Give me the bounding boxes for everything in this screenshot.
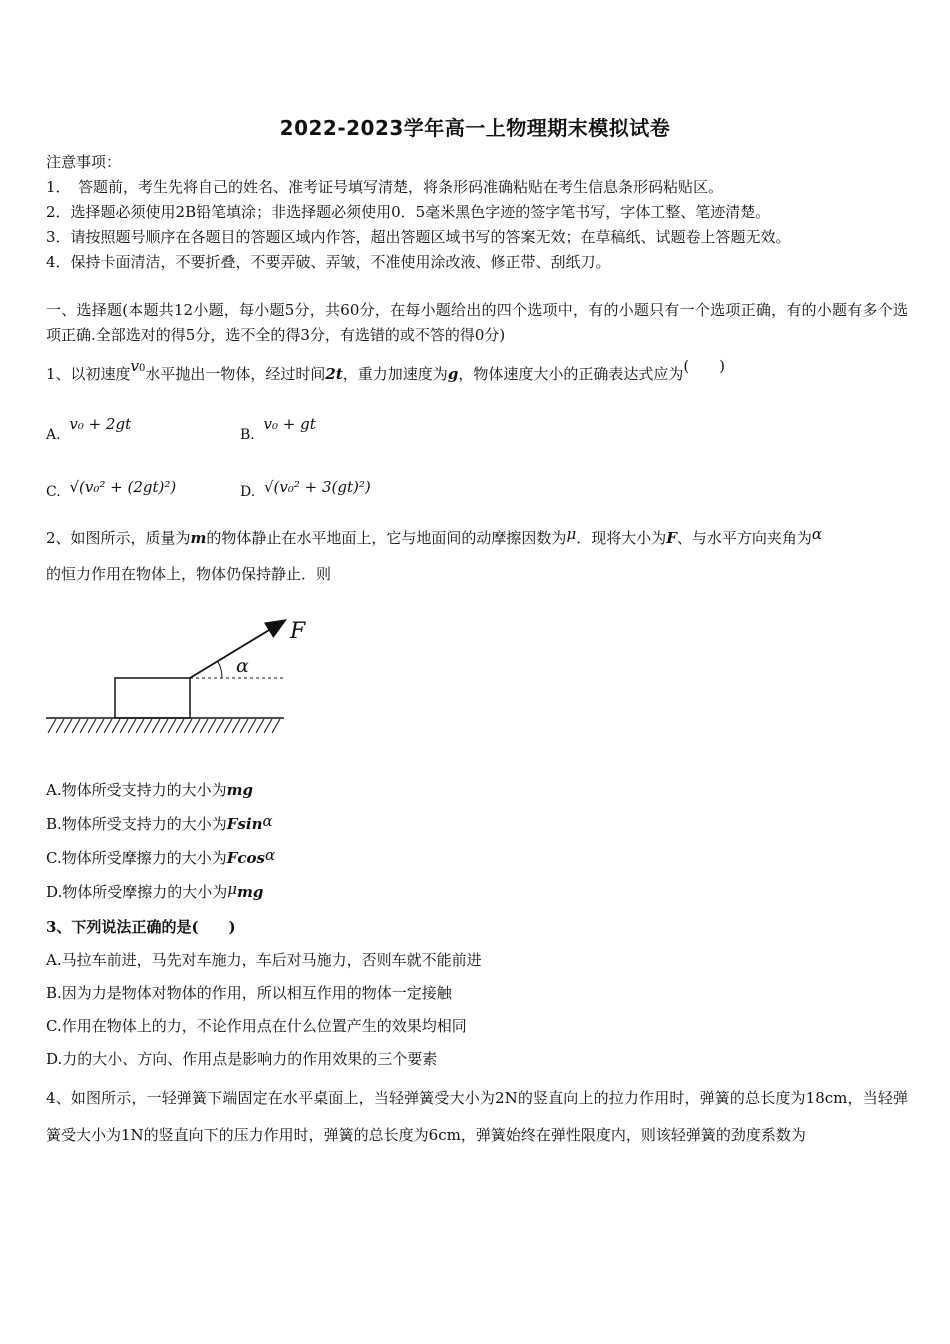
force-label: F xyxy=(290,619,306,644)
q1-option-b[interactable]: B. v₀ + gt xyxy=(240,415,316,443)
q1-t: 2t xyxy=(325,365,343,383)
q1-text-b: ，重力加速度为 xyxy=(342,365,448,383)
q1-option-a[interactable]: A. v₀ + 2gt xyxy=(46,415,132,443)
q1-bracket: ( ) xyxy=(683,357,726,375)
q2-option-d[interactable]: D.物体所受摩擦力的大小为μmg xyxy=(46,880,264,901)
q3-option-b[interactable]: B.因为力是物体对物体的作用，所以相互作用的物体一定接触 xyxy=(46,984,452,1002)
q3-option-c[interactable]: C.作用在物体上的力，不论作用点在什么位置产生的效果均相同 xyxy=(46,1017,467,1035)
question-4-stem: 4、如图所示，一轻弹簧下端固定在水平桌面上，当轻弹簧受大小为2N的竖直向上的拉力作用时，弹簧的总长度为18cm，当轻弹簧受大小为1N的竖直向下的压力作用时，弹簧的总长度为6cm，弹簧始终在弹性限度内，则该轻弹簧的劲度系数为 xyxy=(46,1089,908,1144)
q1-text-a: 水平抛出一物体，经过时间 xyxy=(145,365,326,383)
notice-item-3: 3．请按照题号顺序在各题目的答题区域内作答，超出答题区域书写的答案无效；在草稿纸、试题卷上答题无效。 xyxy=(46,228,791,246)
q3-option-d[interactable]: D.力的大小、方向、作用点是影响力的作用效果的三个要素 xyxy=(46,1050,438,1068)
q2-option-c[interactable]: C.物体所受摩擦力的大小为Fcosα xyxy=(46,846,276,867)
notice-heading: 注意事项： xyxy=(46,153,122,171)
q2-force-diagram xyxy=(46,605,306,745)
angle-label: α xyxy=(236,655,249,677)
q2-option-a[interactable]: A.物体所受支持力的大小为mg xyxy=(46,781,253,799)
q1-prefix: 1、以初速度 xyxy=(46,365,131,383)
q2-option-b[interactable]: B.物体所受支持力的大小为Fsinα xyxy=(46,812,273,833)
question-1-stem xyxy=(46,357,726,387)
q1-g: g xyxy=(447,365,459,383)
q2-F: F xyxy=(666,529,677,547)
notice-item-1: 1． 答题前，考生先将自己的姓名、准考证号填写清楚，将条形码准确粘贴在考生信息条形码粘贴区。 xyxy=(46,178,724,196)
q2-m: m xyxy=(190,529,207,547)
q1-option-a-expr: v₀ + 2gt xyxy=(69,415,132,433)
q3-option-a[interactable]: A.马拉车前进，马先对车施力，车后对马施力，否则车就不能前进 xyxy=(46,951,482,969)
angle-arc xyxy=(218,662,222,678)
section-heading: 一、选择题(本题共12小题，每小题5分，共60分，在每小题给出的四个选项中，有的小题只有一个选项正确，有的小题有多个选项正确.全部选对的得5分，选不全的得3分，有选错的或不答的得0分) xyxy=(46,301,908,344)
ground-hatching xyxy=(48,719,280,733)
question-3-stem: 3、下列说法正确的是( ) xyxy=(46,918,236,936)
notice-item-4: 4．保持卡面清洁，不要折叠，不要弄破、弄皱，不准使用涂改液、修正带、刮纸刀。 xyxy=(46,253,611,271)
q1-option-d[interactable]: D. √(v₀² + 3(gt)²) xyxy=(240,478,371,500)
q1-option-c-expr: √(v₀² + (2gt)²) xyxy=(69,478,177,496)
q1-v0: v0 xyxy=(130,357,146,375)
q2-mu: μ xyxy=(566,525,577,543)
question-2-stem-line2: 的恒力作用在物体上，物体仍保持静止．则 xyxy=(46,565,332,583)
q1-option-d-expr: √(v₀² + 3(gt)²) xyxy=(263,478,371,496)
page-title: 2022-2023学年高一上物理期末模拟试卷 xyxy=(279,116,671,140)
q2-alpha: α xyxy=(811,525,823,543)
q1-text-c: ，物体速度大小的正确表达式应为 xyxy=(458,365,684,383)
q1-option-c[interactable]: C. √(v₀² + (2gt)²) xyxy=(46,478,177,500)
q1-option-b-expr: v₀ + gt xyxy=(263,415,316,433)
block xyxy=(115,678,190,718)
question-2-stem-line1: 2、如图所示，质量为m的物体静止在水平地面上，它与地面间的动摩擦因数为μ．现将大小为F、与水平方向夹角为α xyxy=(46,525,823,547)
notice-item-2: 2．选择题必须使用2B铅笔填涂；非选择题必须使用0．5毫米黑色字迹的签字笔书写，字体工整、笔迹清楚。 xyxy=(46,203,771,221)
